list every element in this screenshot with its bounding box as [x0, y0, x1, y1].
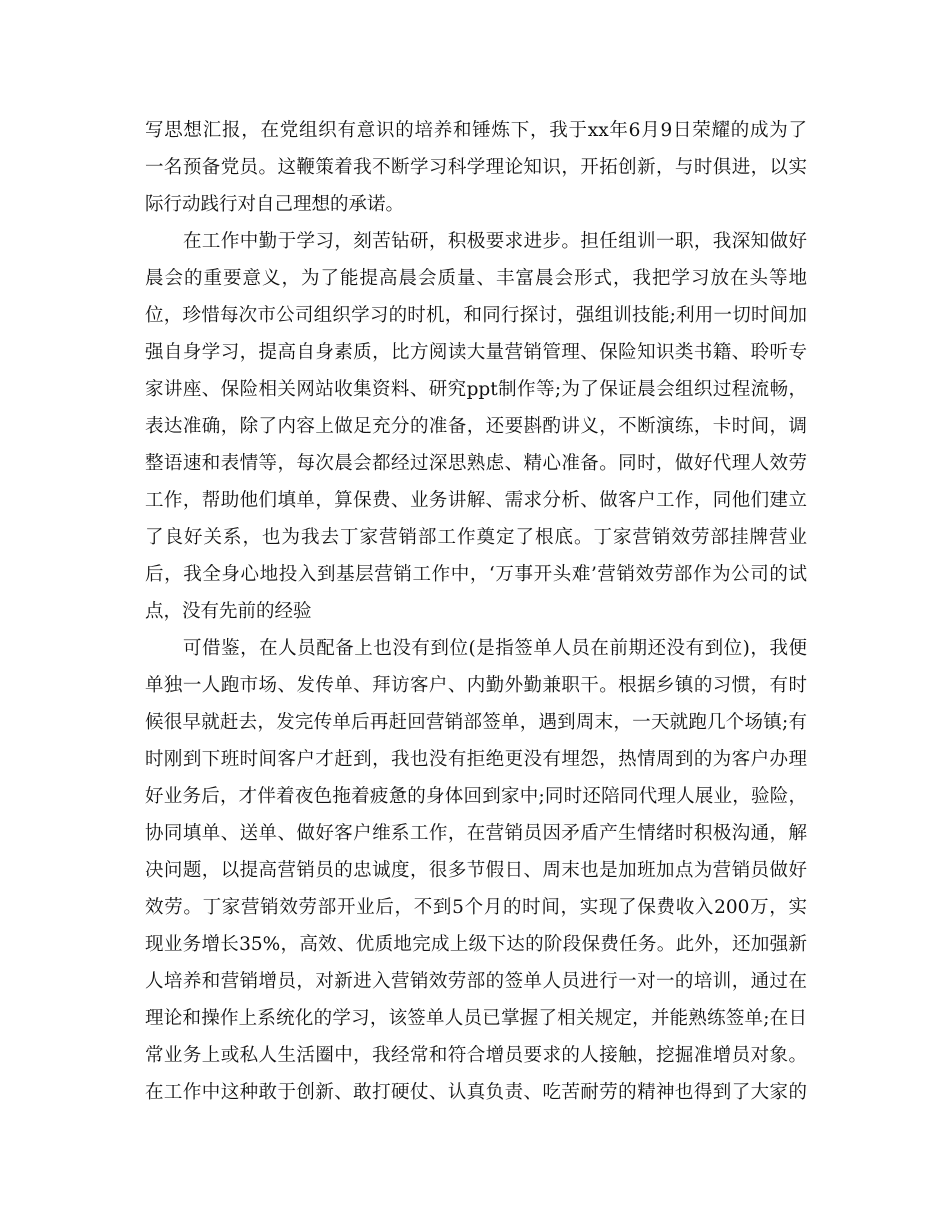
text-line: 常业务上或私人生活圈中，我经常和符合增员要求的人接触，挖掘准增员对象。: [145, 1045, 807, 1066]
text-line: 时刚到下班时间客户才赶到，我也没有拒绝更没有埋怨，热情周到的为客户办理: [145, 749, 807, 770]
text-line: 点，没有先前的经验: [145, 601, 312, 622]
text-line: 际行动践行对自己理想的承诺。: [145, 194, 405, 215]
text-line: 家讲座、保险相关网站收集资料、研究ppt制作等;为了保证晨会组织过程流畅，: [145, 379, 807, 400]
text-line: 现业务增长35%，高效、优质地完成上级下达的阶段保费任务。此外，还加强新: [145, 934, 807, 955]
text-line: 整语速和表情等，每次晨会都经过深思熟虑、精心准备。同时，做好代理人效劳: [145, 453, 807, 474]
text-line: 一名预备党员。这鞭策着我不断学习科学理论知识，开拓创新，与时俱进，以实: [145, 157, 807, 178]
text-line: 位，珍惜每次市公司组织学习的时机，和同行探讨，强组训技能;利用一切时间加: [145, 305, 807, 326]
paragraph-first-line: 可借鉴，在人员配备上也没有到位(是指签单人员在前期还没有到位)，我便: [183, 638, 807, 659]
text-line: 在工作中这种敢于创新、敢打硬仗、认真负责、吃苦耐劳的精神也得到了大家的: [145, 1082, 807, 1103]
text-line: 后，我全身心地投入到基层营销工作中，‘万事开头难’营销效劳部作为公司的试: [145, 564, 807, 585]
text-line: 表达准确，除了内容上做足充分的准备，还要斟酌讲义，不断演练，卡时间，调: [145, 416, 807, 437]
text-line: 人培养和营销增员，对新进入营销效劳部的签单人员进行一对一的培训，通过在: [145, 971, 807, 992]
text-line: 效劳。丁家营销效劳部开业后，不到5个月的时间，实现了保费收入200万，实: [145, 897, 807, 918]
text-line: 写思想汇报，在党组织有意识的培养和锤炼下，我于xx年6月9日荣耀的成为了: [145, 120, 807, 141]
text-line: 工作，帮助他们填单，算保费、业务讲解、需求分析、做客户工作，同他们建立: [145, 490, 807, 511]
text-line: 决问题，以提高营销员的忠诚度，很多节假日、周末也是加班加点为营销员做好: [145, 860, 807, 881]
text-line: 了良好关系，也为我去丁家营销部工作奠定了根底。丁家营销效劳部挂牌营业: [145, 527, 807, 548]
text-line: 候很早就赶去，发完传单后再赶回营销部签单，遇到周末，一天就跑几个场镇;有: [145, 712, 807, 733]
paragraph-first-line: 在工作中勤于学习，刻苦钻研，积极要求进步。担任组训一职，我深知做好: [183, 231, 807, 252]
document-body: [145, 112, 807, 1111]
text-line: 好业务后，才伴着夜色拖着疲惫的身体回到家中;同时还陪同代理人展业，验险，: [145, 786, 807, 807]
text-line: 协同填单、送单、做好客户维系工作，在营销员因矛盾产生情绪时积极沟通，解: [145, 823, 807, 844]
text-line: 单独一人跑市场、发传单、拜访客户、内勤外勤兼职干。根据乡镇的习惯，有时: [145, 675, 807, 696]
text-line: 理论和操作上系统化的学习，该签单人员已掌握了相关规定，并能熟练签单;在日: [145, 1008, 807, 1029]
text-line: 强自身学习，提高自身素质，比方阅读大量营销管理、保险知识类书籍、聆听专: [145, 342, 807, 363]
text-line: 晨会的重要意义，为了能提高晨会质量、丰富晨会形式，我把学习放在头等地: [145, 268, 807, 289]
